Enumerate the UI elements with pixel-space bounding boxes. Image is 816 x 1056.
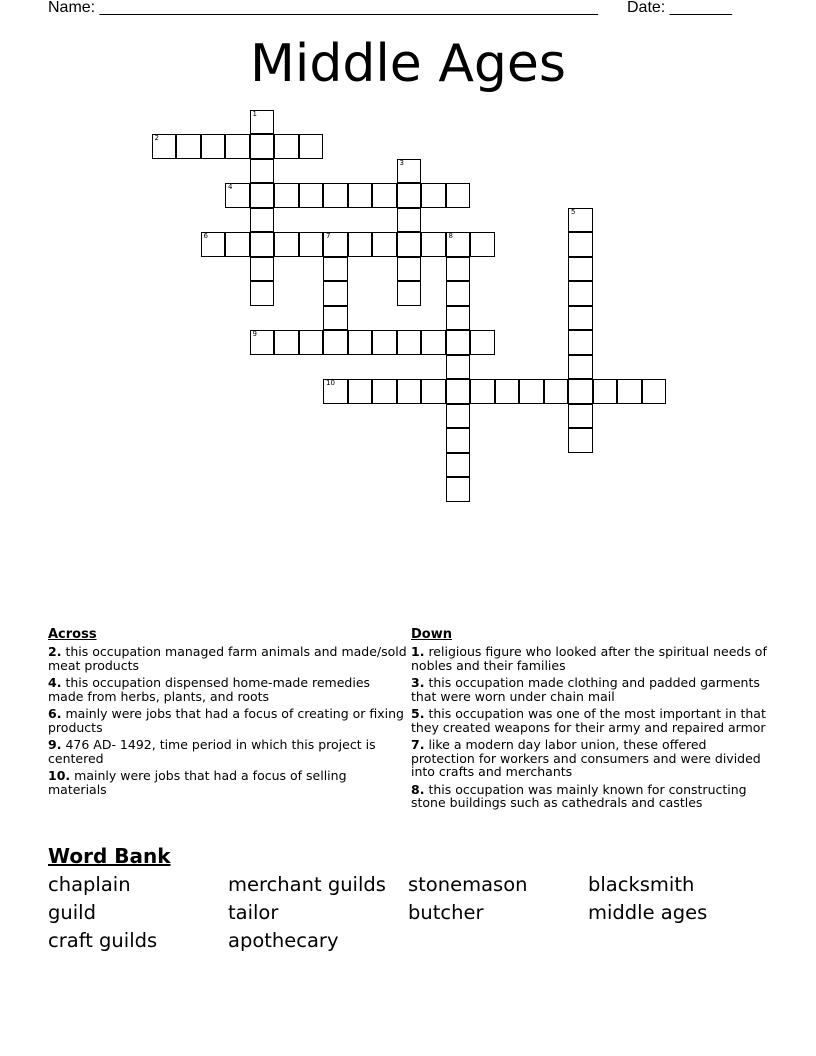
down-clue: 7. like a modern day labor union, these offered protection for workers and consumers and were divided into crafts and merchants [411,737,761,779]
word-bank-word: stonemason [408,873,528,896]
crossword-cell[interactable] [470,232,495,257]
date-field-label: Date: _______ [627,0,732,16]
crossword-cell[interactable] [617,379,642,404]
word-bank-word: guild [48,901,96,924]
down-clues [411,627,771,814]
crossword-cell[interactable] [323,306,348,331]
crossword-cell[interactable] [397,183,422,208]
crossword-cell[interactable] [348,183,373,208]
crossword-cell[interactable] [446,453,471,478]
crossword-cell[interactable] [642,379,667,404]
crossword-cell[interactable] [274,232,299,257]
crossword-cell[interactable] [397,379,422,404]
crossword-cell[interactable] [446,379,471,404]
crossword-cell[interactable] [176,134,201,159]
crossword-cell[interactable] [519,379,544,404]
crossword-cell[interactable] [421,183,446,208]
across-heading: Across [48,627,97,642]
word-bank-word: blacksmith [588,873,695,896]
crossword-cell[interactable] [323,281,348,306]
crossword-cell[interactable] [323,379,348,404]
crossword-cell[interactable] [397,257,422,282]
crossword-cell[interactable] [568,355,593,380]
crossword-cell[interactable] [470,379,495,404]
crossword-cell[interactable] [421,232,446,257]
crossword-cell[interactable] [372,379,397,404]
clue-number: 4 [228,183,233,191]
crossword-cell[interactable] [372,232,397,257]
crossword-cell[interactable] [299,330,324,355]
crossword-cell[interactable] [201,134,226,159]
down-heading: Down [411,627,452,642]
across-clue: 4. this occupation dispensed home-made remedies made from herbs, plants, and roots [48,675,371,704]
word-bank-word: chaplain [48,873,131,896]
crossword-cell[interactable] [250,208,275,233]
down-clue: 1. religious figure who looked after the spiritual needs of nobles and their families [411,644,767,673]
crossword-cell[interactable] [446,477,471,502]
crossword-cell[interactable] [323,257,348,282]
crossword-cell[interactable] [250,183,275,208]
crossword-cell[interactable] [397,208,422,233]
crossword-cell[interactable] [446,330,471,355]
crossword-cell[interactable] [446,257,471,282]
crossword-cell[interactable] [446,306,471,331]
crossword-cell[interactable] [568,208,593,233]
crossword-cell[interactable] [568,232,593,257]
crossword-cell[interactable] [397,281,422,306]
crossword-cell[interactable] [568,281,593,306]
across-clue: 9. 476 AD- 1492, time period in which this project is centered [48,737,376,766]
clue-number: 3 [399,158,404,167]
crossword-cell[interactable] [568,404,593,429]
across-clue: 6. mainly were jobs that had a focus of creating or fixing products [48,706,404,735]
crossword-cell[interactable] [446,183,471,208]
word-bank-word: middle ages [588,901,708,924]
crossword-cell[interactable] [470,330,495,355]
crossword-cell[interactable] [568,306,593,331]
crossword-cell[interactable] [250,110,275,135]
word-bank-word: apothecary [228,929,339,952]
crossword-cell[interactable] [446,428,471,453]
across-clues [48,627,408,800]
crossword-cell[interactable] [446,232,471,257]
crossword-cell[interactable] [274,330,299,355]
crossword-cell[interactable] [446,281,471,306]
crossword-cell[interactable] [348,379,373,404]
crossword-cell[interactable] [250,281,275,306]
clue-number: 7 [326,232,331,240]
clue-number: 5 [571,207,576,216]
crossword-cell[interactable] [201,232,226,257]
across-clue: 10. mainly were jobs that had a focus of selling materials [48,768,347,797]
crossword-cell[interactable] [152,134,177,159]
crossword-cell[interactable] [397,330,422,355]
crossword-cell[interactable] [397,232,422,257]
crossword-cell[interactable] [250,134,275,159]
word-bank-word: craft guilds [48,929,158,952]
clue-number: 10 [326,379,335,387]
crossword-grid [0,0,816,500]
crossword-cell[interactable] [250,159,275,184]
crossword-cell[interactable] [274,134,299,159]
crossword-cell[interactable] [495,379,520,404]
crossword-cell[interactable] [544,379,569,404]
crossword-cell[interactable] [593,379,618,404]
word-bank-word: tailor [228,901,279,924]
clue-number: 8 [448,232,453,240]
word-bank-title: Word Bank [48,844,171,868]
crossword-cell[interactable] [421,330,446,355]
word-bank-word: merchant guilds [228,873,386,896]
crossword-cell[interactable] [372,330,397,355]
across-clue: 2. this occupation managed farm animals and made/sold meat products [48,644,407,673]
crossword-cell[interactable] [446,404,471,429]
down-clue: 3. this occupation made clothing and padded garments that were worn under chain mail [411,675,760,704]
crossword-cell[interactable] [568,379,593,404]
word-bank-word: butcher [408,901,484,924]
crossword-cell[interactable] [299,183,324,208]
name-field-label: Name: ________________________________________________________ [48,0,598,16]
down-clue: 8. this occupation was mainly known for constructing stone buildings such as cathedrals and castles [411,781,747,810]
down-clue: 5. this occupation was one of the most important in that they created weapons for their army and repaired armor [411,706,766,735]
crossword-cell[interactable] [225,232,250,257]
crossword-cell[interactable] [372,183,397,208]
page-title: Middle Ages [250,34,566,94]
crossword-cell[interactable] [225,183,250,208]
crossword-cell[interactable] [299,232,324,257]
crossword-cell[interactable] [568,428,593,453]
crossword-cell[interactable] [323,232,348,257]
clue-number: 2 [154,134,159,142]
crossword-cell[interactable] [225,134,250,159]
crossword-cell[interactable] [421,379,446,404]
crossword-cell[interactable] [250,257,275,282]
crossword-cell[interactable] [446,355,471,380]
crossword-cell[interactable] [348,330,373,355]
clue-number: 9 [252,330,257,338]
crossword-cell[interactable] [250,330,275,355]
crossword-cell[interactable] [299,134,324,159]
crossword-cell[interactable] [568,257,593,282]
crossword-cell[interactable] [274,183,299,208]
crossword-cell[interactable] [568,330,593,355]
crossword-cell[interactable] [250,232,275,257]
crossword-cell[interactable] [323,183,348,208]
clue-number: 6 [203,232,208,240]
crossword-cell[interactable] [397,159,422,184]
clue-number: 1 [252,109,257,118]
crossword-cell[interactable] [323,330,348,355]
crossword-cell[interactable] [348,232,373,257]
